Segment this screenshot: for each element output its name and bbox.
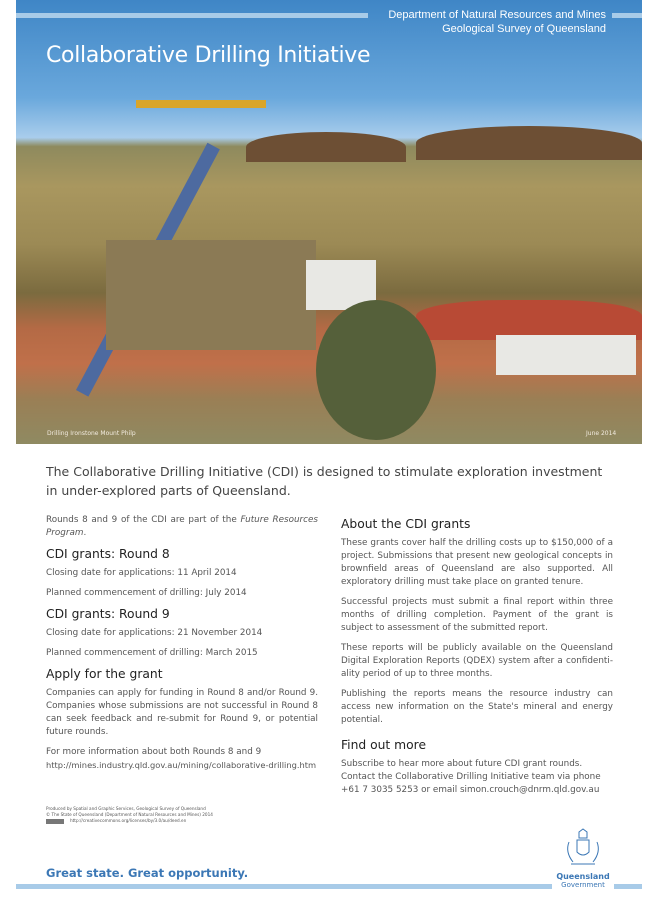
red-ground (416, 300, 642, 340)
intro-text: The Collaborative Drilling Initiative (CDI) is designed to stimulate exploration investment in under-explored parts of Queensland. (46, 464, 603, 498)
survey-name: Geological Survey of Queensland (442, 23, 606, 35)
logo-queensland: Queensland (556, 872, 610, 881)
round9-closing: Closing date for applications: 21 November 2014 (46, 628, 263, 638)
drill-rig-body (106, 240, 316, 350)
header-rule (16, 13, 368, 18)
photo-caption: Drilling Ironstone Mount Philp (47, 430, 136, 437)
round8-drilling: Planned commencement of drilling: July 2014 (46, 588, 247, 598)
rounds-intro-text: Rounds 8 and 9 of the CDI are part of the (46, 515, 241, 525)
rounds-intro-end: . (83, 528, 87, 538)
drill-boom (136, 100, 266, 108)
rounds-intro (46, 514, 318, 540)
about-paragraph: These reports will be publicly available on the Queensland Digital Exploration Reports (QDEX) system after a confidenti-ality period of up to three months. (341, 643, 613, 679)
more-info-link[interactable]: http://mines.industry.qld.gov.au/mining/collaborative-drilling.htm (46, 760, 317, 770)
department-block (388, 8, 606, 36)
copyright: © The State of Queensland (Department of Natural Resources and Mines) 2014 (46, 812, 213, 817)
round8-heading: CDI grants: Round 8 (46, 547, 170, 561)
logo-government: Government (561, 881, 605, 889)
photo-date: June 2014 (586, 430, 617, 437)
more-info: For more information about both Rounds 8 and 9 (46, 747, 262, 757)
right-column (341, 510, 613, 804)
about-paragraph: Successful projects must submit a final report within three months of drilling completion. Payment of the grant is subject to assessment of the submitted report. (341, 597, 613, 633)
about-paragraph: These grants cover half the drilling costs up to $150,000 of a project. Submissions that present new geological concepts in brownfield areas of Queensland are also supported. All exploratory drilling must take place on granted tenure. (341, 538, 613, 587)
hill (416, 126, 642, 160)
program-name: Future Resources Program (46, 515, 318, 538)
produced-by: Produced by Spatial and Graphic Services, Geological Survey of Queensland (46, 806, 206, 811)
find-text: Subscribe to hear more about future CDI grant rounds. Contact the Collaborative Drilling Initiative team via phone +61 7 3035 5253 or email simon.crouch@dnrm.qld.gov.au (341, 759, 601, 795)
shrub (316, 300, 436, 440)
apply-text: Companies can apply for funding in Round 8 and/or Round 9. Companies whose submissions are not successful in Round 8 can seek feedback and re-submit for Round 9, or potential future rounds. (46, 688, 318, 737)
footer-rule (16, 884, 552, 889)
footer-rule (614, 884, 642, 889)
department-name: Department of Natural Resources and Mines (388, 9, 606, 21)
coat-of-arms-icon (563, 828, 603, 868)
page-title: Collaborative Drilling Initiative (46, 43, 371, 68)
about-paragraph: Publishing the reports means the resource industry can access new information on the State's mineral and energy potential. (341, 689, 613, 725)
about-heading: About the CDI grants (341, 517, 471, 531)
find-heading: Find out more (341, 738, 427, 752)
pickup-truck (496, 335, 636, 375)
credits (46, 806, 213, 824)
tagline: Great state. Great opportunity. (46, 866, 249, 880)
round8-closing: Closing date for applications: 11 April 2014 (46, 568, 237, 578)
creative-commons-icon (46, 819, 64, 824)
header-rule (612, 13, 642, 18)
round9-drilling: Planned commencement of drilling: March 2015 (46, 648, 258, 658)
left-column (46, 514, 318, 773)
license-link[interactable]: http://creativecommons.org/licenses/by/3.0/au/deed.en (70, 818, 187, 823)
queensland-government-logo (552, 828, 614, 889)
hill (246, 132, 406, 162)
apply-heading: Apply for the grant (46, 667, 163, 681)
round9-heading: CDI grants: Round 9 (46, 607, 170, 621)
